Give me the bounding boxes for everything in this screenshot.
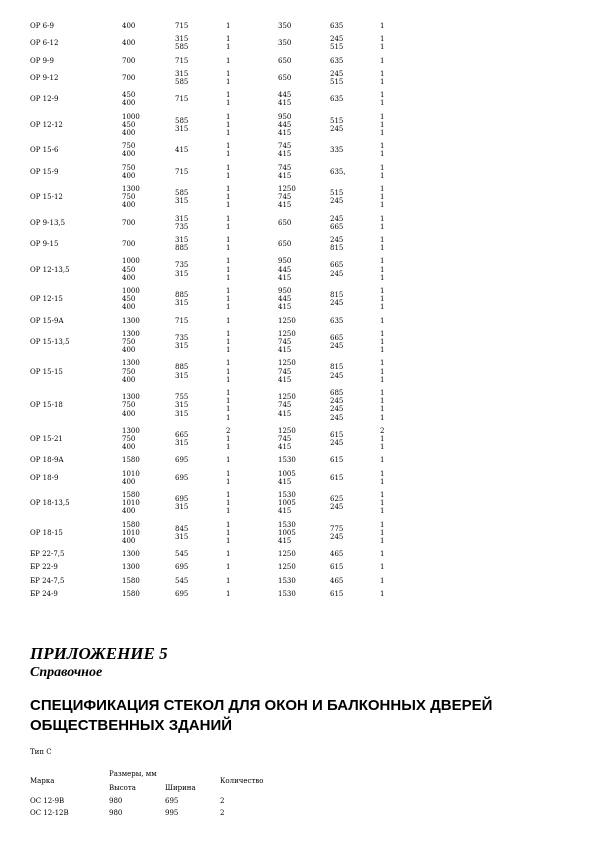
row-qty: 2 (220, 809, 225, 817)
cell-h: 1300 750 400 (122, 359, 140, 384)
row-mark: ОС 12-12В (30, 809, 69, 817)
cell-w: 695 (175, 456, 189, 465)
cell-h: 400 (122, 22, 136, 30)
cell-q1: 1 (226, 576, 231, 585)
cell-h: 1000 450 400 (122, 287, 140, 312)
cell-h2: 1530 (278, 576, 296, 585)
cell-h: 700 (122, 56, 136, 65)
cell-q2: 2 1 1 (380, 426, 385, 452)
cell-q2: 1 1 1 (380, 287, 385, 312)
cell-mark: ОР 9-13,5 (30, 218, 66, 227)
cell-mark: ОР 18-13,5 (30, 499, 70, 508)
cell-w: 715 (175, 95, 189, 104)
cell-w: 755 315 315 (175, 393, 189, 418)
cell-mark: ОР 15-9 (30, 167, 59, 176)
cell-w2: 665 245 (330, 261, 344, 278)
cell-q1: 1 (226, 22, 231, 30)
row-width: 995 (165, 809, 179, 817)
cell-q2: 1 (380, 316, 385, 325)
cell-w: 665 315 (175, 430, 189, 448)
cell-h2: 1250 745 415 (278, 329, 296, 355)
cell-w2: 615 245 (330, 430, 344, 448)
cell-w: 695 (175, 563, 189, 572)
cell-h2: 650 (278, 240, 292, 249)
table-row (0, 389, 595, 422)
cell-w: 715 (175, 316, 189, 325)
cell-w2: 515 245 (330, 189, 344, 206)
row-mark: ОС 12-9В (30, 797, 65, 805)
cell-q2: 1 (380, 456, 385, 465)
cell-w2: 615 (330, 456, 344, 465)
cell-q1: 1 1 (226, 469, 231, 486)
cell-mark: ОР 6-12 (30, 39, 59, 48)
cell-q2: 1 (380, 563, 385, 572)
cell-w: 545 (175, 576, 189, 585)
table-row (0, 521, 595, 546)
table-row (0, 456, 595, 464)
cell-w2: 465 (330, 550, 344, 559)
cell-mark: ОР 12-12 (30, 120, 63, 129)
cell-h2: 745 415 (278, 142, 292, 159)
cell-w2: 245 665 (330, 214, 344, 231)
cell-h2: 745 415 (278, 163, 292, 180)
cell-h: 750 400 (122, 142, 136, 159)
table-row (0, 491, 595, 516)
cell-mark: ОР 15-21 (30, 434, 63, 443)
cell-w2: 635 (330, 56, 344, 65)
cell-mark: ОР 9-9 (30, 56, 54, 65)
cell-h: 1300 (122, 550, 140, 559)
header-width: Ширина (165, 784, 196, 792)
cell-q1: 1 (226, 56, 231, 65)
cell-q1: 1 1 1 1 (226, 389, 231, 422)
cell-h: 700 (122, 73, 136, 82)
cell-h2: 1250 745 415 (278, 185, 296, 210)
cell-w: 695 315 (175, 495, 189, 512)
cell-h2: 1530 1005 415 (278, 520, 296, 545)
table-row (0, 113, 595, 138)
cell-q2: 1 1 1 (380, 520, 385, 545)
cell-w2: 635 (330, 95, 344, 104)
cell-h: 750 400 (122, 163, 136, 180)
cell-h2: 1250 (278, 550, 296, 559)
cell-mark: ОР 18-9А (30, 456, 64, 465)
cell-q2: 1 1 (380, 35, 385, 52)
cell-h2: 1250 745 415 (278, 359, 296, 384)
table-row (0, 317, 595, 325)
type-label: Тип С (30, 748, 52, 756)
cell-w: 585 315 (175, 189, 189, 206)
cell-mark: ОР 12-15 (30, 295, 63, 304)
cell-h2: 1250 (278, 316, 296, 325)
cell-w2: 615 (330, 473, 344, 482)
table-row (0, 550, 595, 558)
cell-w: 545 (175, 550, 189, 559)
cell-mark: ОР 15-12 (30, 193, 63, 202)
cell-mark: ОР 12-9 (30, 95, 59, 104)
cell-w: 315 885 (175, 236, 189, 253)
cell-w: 585 315 (175, 116, 189, 133)
cell-h: 1300 (122, 563, 140, 572)
cell-q1: 1 1 1 (226, 112, 231, 137)
cell-mark: ОР 15-15 (30, 367, 63, 376)
cell-h2: 1005 415 (278, 469, 296, 486)
cell-h2: 1250 745 415 (278, 426, 296, 452)
header-qty: Количество (220, 777, 264, 785)
row-height: 980 (109, 809, 123, 817)
cell-h: 1580 (122, 589, 140, 598)
table-row (0, 330, 595, 355)
cell-w2: 615 (330, 589, 344, 598)
cell-q2: 1 1 (380, 142, 385, 159)
cell-q2: 1 1 1 (380, 329, 385, 355)
cell-q2: 1 1 (380, 91, 385, 108)
cell-q1: 1 (226, 316, 231, 325)
cell-mark: ОР 18-9 (30, 473, 59, 482)
cell-q1: 1 1 1 (226, 329, 231, 355)
cell-q1: 1 (226, 589, 231, 598)
cell-h: 1000 450 400 (122, 257, 140, 282)
cell-mark: ОР 15-18 (30, 401, 63, 410)
cell-q1: 1 1 1 (226, 359, 231, 384)
cell-w: 695 (175, 473, 189, 482)
cell-w2: 615 (330, 563, 344, 572)
cell-w2: 245 515 (330, 35, 344, 52)
cell-mark: ОР 15-6 (30, 146, 59, 155)
cell-w2: 635 (330, 316, 344, 325)
cell-w2: 335 (330, 146, 344, 155)
table-row (0, 164, 595, 180)
cell-w2: 635, (330, 167, 346, 176)
cell-q1: 1 1 (226, 142, 231, 159)
cell-h: 1300 (122, 316, 140, 325)
cell-w2: 815 245 (330, 363, 344, 380)
cell-q2: 1 1 (380, 69, 385, 86)
cell-w2: 625 245 (330, 495, 344, 512)
cell-q1: 1 1 1 (226, 287, 231, 312)
cell-q2: 1 (380, 56, 385, 65)
cell-h2: 1530 (278, 589, 296, 598)
cell-w: 315 585 (175, 69, 189, 86)
cell-q1: 1 (226, 456, 231, 465)
cell-w: 885 315 (175, 363, 189, 380)
cell-mark: ОР 6-9 (30, 22, 54, 30)
row-qty: 2 (220, 797, 225, 805)
cell-q2: 1 1 1 (380, 359, 385, 384)
table-row (0, 70, 595, 86)
table-row (0, 215, 595, 231)
cell-h2: 950 445 415 (278, 112, 292, 137)
cell-h: 1580 (122, 456, 140, 465)
table-row (0, 359, 595, 384)
cell-q2: 1 (380, 589, 385, 598)
table-row (0, 287, 595, 312)
cell-q2: 1 1 1 (380, 112, 385, 137)
table-row (0, 236, 595, 252)
cell-q1: 1 (226, 563, 231, 572)
table-row (0, 57, 595, 65)
cell-w: 415 (175, 146, 189, 155)
cell-w: 735 315 (175, 333, 189, 351)
cell-h: 1010 400 (122, 469, 140, 486)
cell-w2: 465 (330, 576, 344, 585)
table-row (0, 91, 595, 107)
cell-w2: 685 245 245 245 (330, 389, 344, 422)
table-row (0, 427, 595, 452)
cell-q2: 1 (380, 22, 385, 30)
spec-title: СПЕЦИФИКАЦИЯ СТЕКОЛ ДЛЯ ОКОН И БАЛКОННЫХ ДВЕРЕЙ ОБЩЕСТВЕННЫХ ЗДАНИЙ (30, 697, 493, 734)
cell-h: 1300 750 400 (122, 329, 140, 355)
cell-w2: 775 245 (330, 524, 344, 541)
cell-q1: 1 1 (226, 35, 231, 52)
cell-mark: ОР 15-13,5 (30, 337, 70, 346)
cell-h: 450 400 (122, 91, 136, 108)
cell-w: 735 315 (175, 261, 189, 278)
cell-w: 715 (175, 167, 189, 176)
cell-w: 315 585 (175, 35, 189, 52)
cell-q1: 1 1 1 (226, 185, 231, 210)
table-row (0, 142, 595, 158)
cell-q2: 1 (380, 576, 385, 585)
cell-w: 845 315 (175, 524, 189, 541)
appendix-subtitle: Справочное (30, 665, 103, 680)
header-height: Высота (109, 784, 136, 792)
cell-h: 1000 450 400 (122, 112, 140, 137)
table-row (0, 185, 595, 210)
cell-mark: ОР 15-9А (30, 316, 64, 325)
cell-w: 715 (175, 22, 189, 30)
cell-q1: 1 1 (226, 91, 231, 108)
table-row (0, 590, 595, 598)
cell-h2: 1250 745 415 (278, 393, 296, 418)
cell-mark: БР 22-9 (30, 563, 58, 572)
table-row (0, 563, 595, 571)
cell-q1: 1 1 (226, 163, 231, 180)
cell-h: 1580 (122, 576, 140, 585)
cell-q2: 1 1 (380, 236, 385, 253)
cell-mark: БР 22-7,5 (30, 550, 65, 559)
cell-h2: 350 (278, 22, 292, 30)
cell-q1: 1 1 (226, 214, 231, 231)
cell-q2: 1 1 1 (380, 185, 385, 210)
table-row (0, 257, 595, 282)
cell-w2: 515 245 (330, 116, 344, 133)
cell-h: 1580 1010 400 (122, 491, 140, 516)
cell-q2: 1 1 (380, 469, 385, 486)
cell-q2: 1 1 (380, 214, 385, 231)
cell-h2: 650 (278, 73, 292, 82)
cell-q1: 1 1 1 (226, 520, 231, 545)
row-height: 980 (109, 797, 123, 805)
cell-q2: 1 1 (380, 163, 385, 180)
cell-w2: 245 815 (330, 236, 344, 253)
cell-h2: 950 445 415 (278, 287, 292, 312)
cell-h2: 1530 (278, 456, 296, 465)
table-row (0, 22, 595, 30)
cell-q1: 1 1 (226, 236, 231, 253)
cell-h2: 445 415 (278, 91, 292, 108)
cell-h2: 1530 1005 415 (278, 491, 296, 516)
cell-q1: 2 1 1 (226, 426, 231, 452)
cell-q1: 1 1 1 (226, 491, 231, 516)
cell-w: 885 315 (175, 291, 189, 308)
cell-q2: 1 1 1 (380, 491, 385, 516)
cell-q1: 1 1 (226, 69, 231, 86)
cell-h: 400 (122, 39, 136, 48)
cell-mark: БР 24-7,5 (30, 576, 65, 585)
cell-q1: 1 1 1 (226, 257, 231, 282)
cell-h: 1580 1010 400 (122, 520, 140, 545)
cell-h: 1300 750 400 (122, 426, 140, 452)
cell-w2: 815 245 (330, 291, 344, 308)
cell-h2: 950 445 415 (278, 257, 292, 282)
cell-mark: ОР 12-13,5 (30, 265, 70, 274)
cell-w2: 635 (330, 22, 344, 30)
cell-mark: ОР 9-15 (30, 240, 59, 249)
cell-q2: 1 1 1 (380, 257, 385, 282)
cell-h2: 350 (278, 39, 292, 48)
table-row (0, 35, 595, 51)
header-sizes: Размеры, мм (109, 770, 157, 778)
cell-mark: БР 24-9 (30, 589, 58, 598)
cell-w: 315 735 (175, 214, 189, 231)
cell-h: 1300 750 400 (122, 393, 140, 418)
cell-mark: ОР 18-15 (30, 528, 63, 537)
header-mark: Марка (30, 777, 55, 785)
table-row (0, 470, 595, 486)
cell-w2: 245 515 (330, 69, 344, 86)
cell-h2: 650 (278, 218, 292, 227)
appendix-title: ПРИЛОЖЕНИЕ 5 (30, 644, 168, 663)
cell-mark: ОР 9-12 (30, 73, 59, 82)
cell-h2: 650 (278, 56, 292, 65)
cell-w2: 665 245 (330, 333, 344, 351)
cell-h: 700 (122, 240, 136, 249)
table-row (0, 577, 595, 585)
cell-h: 1300 750 400 (122, 185, 140, 210)
cell-q1: 1 (226, 550, 231, 559)
cell-q2: 1 1 1 1 (380, 389, 385, 422)
cell-w: 715 (175, 56, 189, 65)
cell-h: 700 (122, 218, 136, 227)
row-width: 695 (165, 797, 179, 805)
cell-w: 695 (175, 589, 189, 598)
cell-h2: 1250 (278, 563, 296, 572)
cell-q2: 1 (380, 550, 385, 559)
